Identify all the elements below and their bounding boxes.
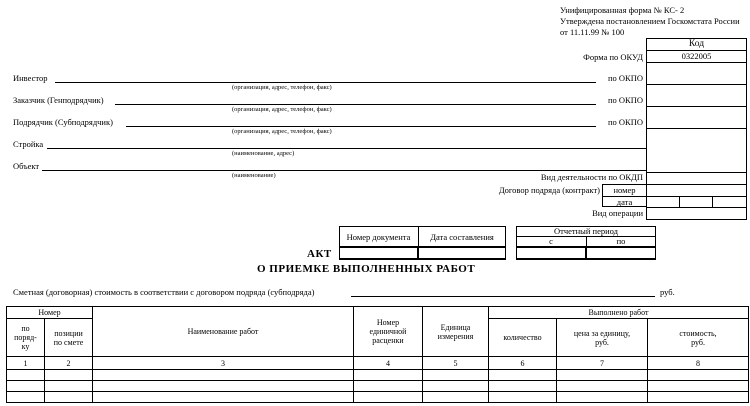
contract-date-label: дата (616, 197, 633, 207)
name-header: Наименование работ (93, 307, 354, 357)
col-number: 3 (93, 357, 354, 370)
operation-label: Вид операции (592, 208, 643, 218)
kod-header: Код (688, 39, 705, 49)
object-hint: (наименование) (232, 172, 276, 179)
cost-label: Сметная (договорная) стоимость в соответствии с договором подряда (субподряда) (13, 287, 315, 297)
doc-date-field[interactable] (418, 247, 506, 259)
col-number: 7 (557, 357, 648, 370)
qty-header: количество (489, 319, 557, 357)
contractor-field[interactable] (126, 126, 596, 127)
contract-label: Договор подряда (контракт) (498, 185, 600, 195)
col-number: 8 (648, 357, 749, 370)
okud-value[interactable]: 0322005 (681, 51, 712, 61)
sum-header: стоимость, руб. (648, 319, 749, 357)
okdp-label: Вид деятельности по ОКДП (540, 172, 643, 182)
act-subtitle: О ПРИЕМКЕ ВЫПОЛНЕННЫХ РАБОТ (257, 263, 476, 275)
col-number: 6 (489, 357, 557, 370)
price-header: цена за единицу, руб. (557, 319, 648, 357)
table-row[interactable] (7, 370, 749, 381)
construction-hint: (наименование, адрес) (232, 150, 295, 157)
approval-line: Утверждена постановлением Госкомстата России (560, 16, 740, 26)
order-header: по поряд- ку (7, 319, 45, 357)
works-table (6, 306, 749, 403)
object-label: Объект (13, 161, 40, 171)
period-from-field[interactable] (516, 247, 586, 259)
measure-header: Единица измерения (423, 307, 489, 357)
position-header: позиции по смете (45, 319, 93, 357)
period-label: Отчетный период (554, 226, 618, 236)
approval-date-line: от 11.11.99 № 100 (560, 27, 625, 37)
form-code-line: Унифицированная форма № КС- 2 (560, 5, 685, 15)
customer-hint: (организация, адрес, телефон, факс) (232, 106, 332, 113)
object-field[interactable] (42, 170, 646, 171)
okpo-label-customer: по ОКПО (607, 95, 643, 105)
cost-field[interactable] (351, 296, 655, 297)
col-number: 4 (354, 357, 423, 370)
customer-field[interactable] (115, 104, 596, 105)
customer-label: Заказчик (Генподрядчик) (13, 95, 104, 105)
col-number: 2 (45, 357, 93, 370)
cost-unit: руб. (660, 287, 675, 297)
table-row[interactable] (7, 381, 749, 392)
investor-label: Инвестор (13, 73, 48, 83)
construction-label: Стройка (13, 139, 44, 149)
code-column (646, 38, 747, 220)
investor-field[interactable] (55, 82, 596, 83)
investor-hint: (организация, адрес, телефон, факс) (232, 84, 332, 91)
contract-number-label: номер (613, 185, 636, 195)
okud-label: Форма по ОКУД (583, 52, 643, 62)
unit-price-header: Номер единичной расценки (354, 307, 423, 357)
act-title: АКТ (307, 248, 332, 260)
contractor-label: Подрядчик (Субподрядчик) (13, 117, 113, 127)
col-number: 1 (7, 357, 45, 370)
nomer-header: Номер (7, 307, 93, 319)
doc-number-field[interactable] (339, 247, 418, 259)
okpo-label-contractor: по ОКПО (607, 117, 643, 127)
contractor-hint: (организация, адрес, телефон, факс) (232, 128, 332, 135)
doc-number-label: Номер документа (346, 232, 411, 242)
table-row[interactable] (7, 392, 749, 403)
construction-field[interactable] (47, 148, 646, 149)
okpo-label-investor: по ОКПО (607, 73, 643, 83)
period-to-field[interactable] (586, 247, 656, 259)
col-number: 5 (423, 357, 489, 370)
done-header: Выполнено работ (489, 307, 749, 319)
period-to-label: по (616, 236, 626, 246)
period-from-label: с (549, 236, 553, 246)
doc-date-label: Дата составления (430, 232, 494, 242)
